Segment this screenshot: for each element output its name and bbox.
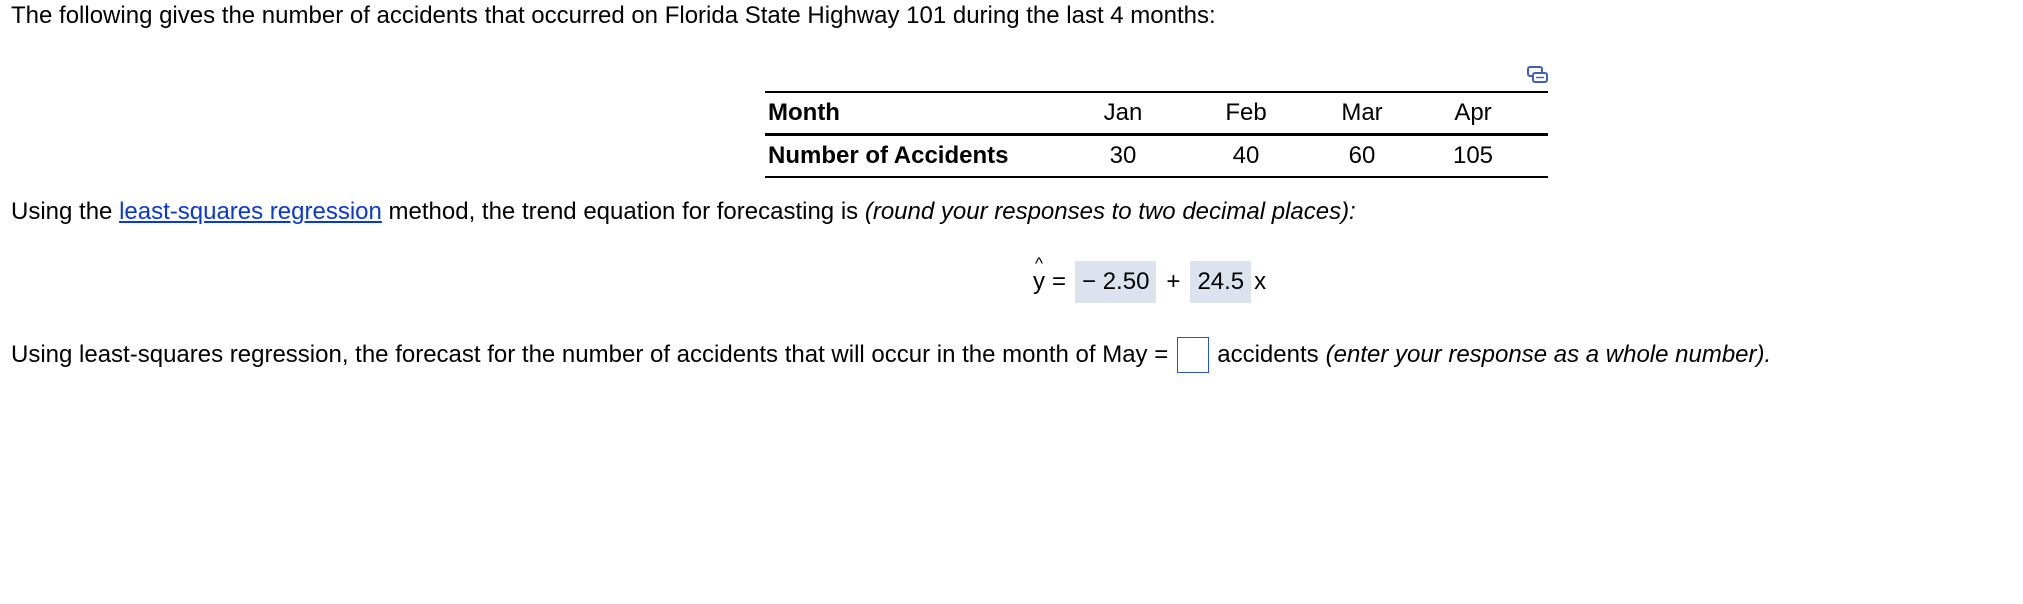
least-squares-regression-link[interactable]: least-squares regression [119, 198, 382, 225]
intercept-answer: − 2.50 [1075, 261, 1156, 303]
y-hat-symbol [1033, 254, 1045, 296]
trend-equation [1033, 254, 1267, 303]
month-row [765, 92, 1548, 135]
forecast-prefix: Using least-squares regression, the forecast for the number of accidents that will occur in the month of May = [11, 341, 1169, 368]
trend-question [11, 198, 1356, 226]
forecast-unit: accidents [1217, 341, 1319, 368]
may-forecast-input[interactable] [1177, 337, 1209, 373]
forecast-instruction: (enter your response as a whole number). [1325, 341, 1772, 368]
forecast-question [11, 335, 1771, 375]
intro-text: The following gives the number of accidents that occurred on Florida State Highway 101 during the last 4 months: [11, 2, 1216, 29]
trend-instruction: (round your responses to two decimal places): [864, 198, 1356, 225]
copy-table-icon[interactable] [1526, 65, 1550, 87]
accidents-cell: 40 [1166, 135, 1326, 178]
accidents-table [765, 91, 1548, 178]
trend-middle: method, the trend equation for forecasting is [388, 198, 859, 225]
plus-sign: + [1166, 268, 1181, 295]
slope-answer: 24.5 [1190, 261, 1251, 303]
month-cell: Mar [1326, 92, 1398, 135]
month-header: Month [765, 92, 1080, 135]
y-symbol: y [1033, 268, 1045, 295]
trend-prefix: Using the [11, 198, 113, 225]
equals-sign: = [1052, 268, 1067, 295]
accidents-row [765, 135, 1548, 178]
month-cell: Apr [1398, 92, 1548, 135]
month-cell: Jan [1080, 92, 1166, 135]
accidents-cell: 30 [1080, 135, 1166, 178]
hat-accent: ^ [1035, 254, 1043, 273]
accidents-cell: 105 [1398, 135, 1548, 178]
x-symbol: x [1254, 268, 1267, 295]
accidents-header: Number of Accidents [765, 135, 1080, 178]
accidents-cell: 60 [1326, 135, 1398, 178]
month-cell: Feb [1166, 92, 1326, 135]
